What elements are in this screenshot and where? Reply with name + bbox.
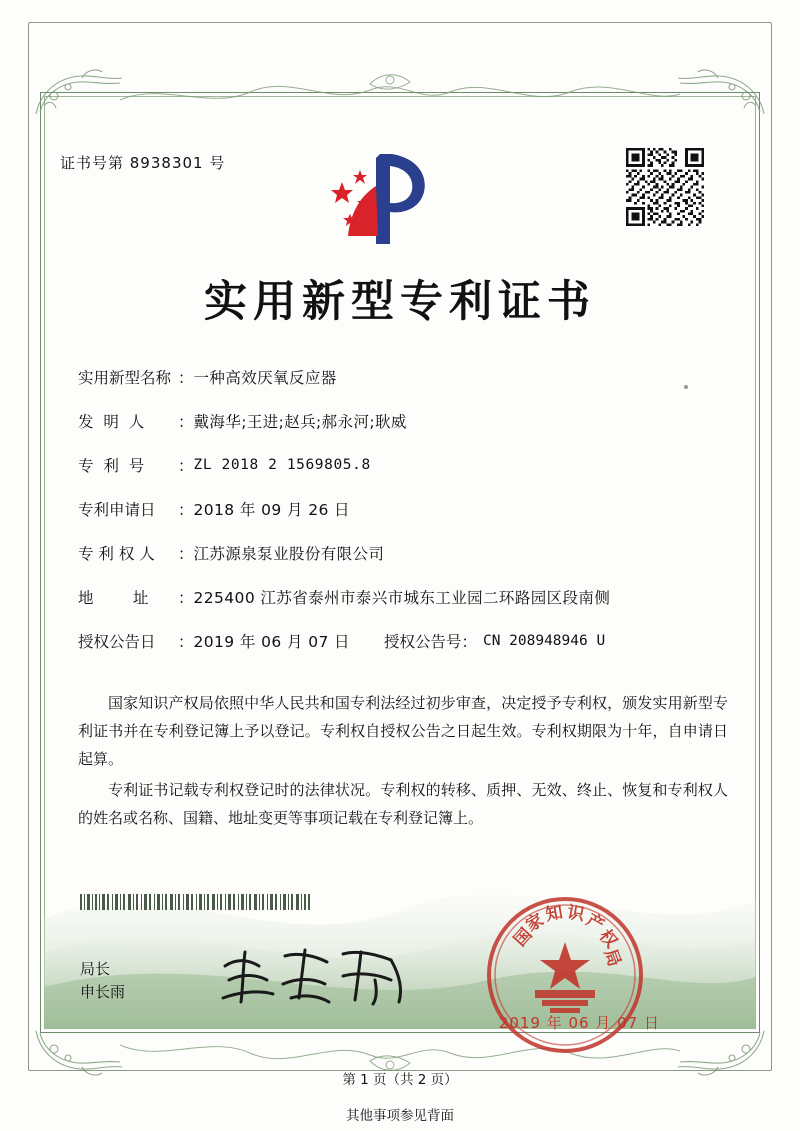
svg-text:识: 识 — [565, 902, 586, 926]
field-label: 专 利 号 — [78, 457, 145, 476]
field-colon: ： — [178, 545, 194, 564]
field-label: 地 址 — [78, 589, 149, 608]
field-colon: ： — [178, 501, 194, 520]
field-value: 戴海华;王进;赵兵;郝永河;耿威 — [193, 413, 407, 432]
barcode — [80, 894, 310, 910]
svg-text:局: 局 — [599, 946, 625, 970]
grant-number-label: 授权公告号： — [383, 633, 477, 652]
corner-ornament-icon — [674, 66, 766, 116]
field-value: 225400 江苏省泰州市泰兴市城东工业园二环路园区段南侧 — [193, 589, 611, 608]
grant-date-label: 授权公告日 — [78, 633, 156, 652]
field-colon: ： — [178, 413, 194, 432]
paragraph: 专利证书记载专利权登记时的法律状况。专利权的转移、质押、无效、终止、恢复和专利权人的姓名或名称、国籍、地址变更等事项记载在专利登记簿上。 — [78, 781, 728, 827]
field-value: ZL 2018 2 1569805.8 — [193, 457, 371, 474]
director-block — [80, 958, 125, 1003]
field-value: 2018 年 09 月 26 日 — [193, 501, 350, 520]
top-edge-ornament-icon — [120, 70, 680, 114]
field-colon: ： — [178, 633, 194, 652]
field-label: 发 明 人 — [78, 413, 145, 432]
paragraph: 国家知识产权局依照中华人民共和国专利法经过初步审查，决定授予专利权，颁发实用新型专利证书并在专利登记簿上予以登记。专利权自授权公告之日起生效。专利权期限为十年，自申请日起算。 — [78, 694, 728, 768]
svg-text:权: 权 — [594, 926, 622, 952]
svg-text:家: 家 — [522, 910, 548, 936]
grant-row — [78, 630, 730, 654]
field-label: 专 利 权 人 — [78, 545, 155, 564]
field-row — [78, 542, 730, 566]
svg-text:国: 国 — [510, 924, 537, 951]
field-row — [78, 454, 730, 478]
field-row — [78, 410, 730, 434]
svg-text:知: 知 — [544, 902, 565, 926]
grant-number-value: CN 208948946 U — [482, 633, 606, 650]
qr-code — [626, 148, 704, 226]
certificate-number: 证书号第 8938301 号 — [60, 154, 226, 172]
field-label: 专利申请日 — [78, 501, 156, 520]
fields-list — [78, 366, 730, 672]
corner-ornament-icon — [34, 66, 126, 116]
field-colon: ： — [178, 457, 194, 476]
field-colon: ： — [178, 369, 194, 387]
svg-text:产: 产 — [582, 910, 608, 936]
official-seal — [480, 890, 650, 1060]
director-label: 局长 — [80, 960, 111, 978]
director-name: 申长雨 — [80, 982, 126, 1001]
page-title: 实用新型专利证书 — [204, 277, 596, 327]
field-row — [78, 498, 730, 522]
field-value: 江苏源泉泵业股份有限公司 — [193, 545, 385, 564]
field-label: 实用新型名称 — [78, 369, 172, 387]
field-row — [78, 366, 730, 390]
seal-date: 2019 年 06 月 07 日 — [498, 1014, 660, 1032]
handwritten-signature — [215, 940, 415, 1010]
legal-paragraphs — [78, 690, 728, 837]
footer-note: 其他事项参见背面 — [346, 1108, 454, 1124]
field-value: 一种高效厌氧反应器 — [193, 369, 337, 387]
field-colon: ： — [178, 589, 194, 608]
field-row — [78, 586, 730, 610]
grant-date-value: 2019 年 06 月 07 日 — [193, 633, 350, 652]
page-indicator: 第 1 页（共 2 页） — [342, 1072, 458, 1088]
cnipa-logo-icon — [320, 148, 450, 248]
